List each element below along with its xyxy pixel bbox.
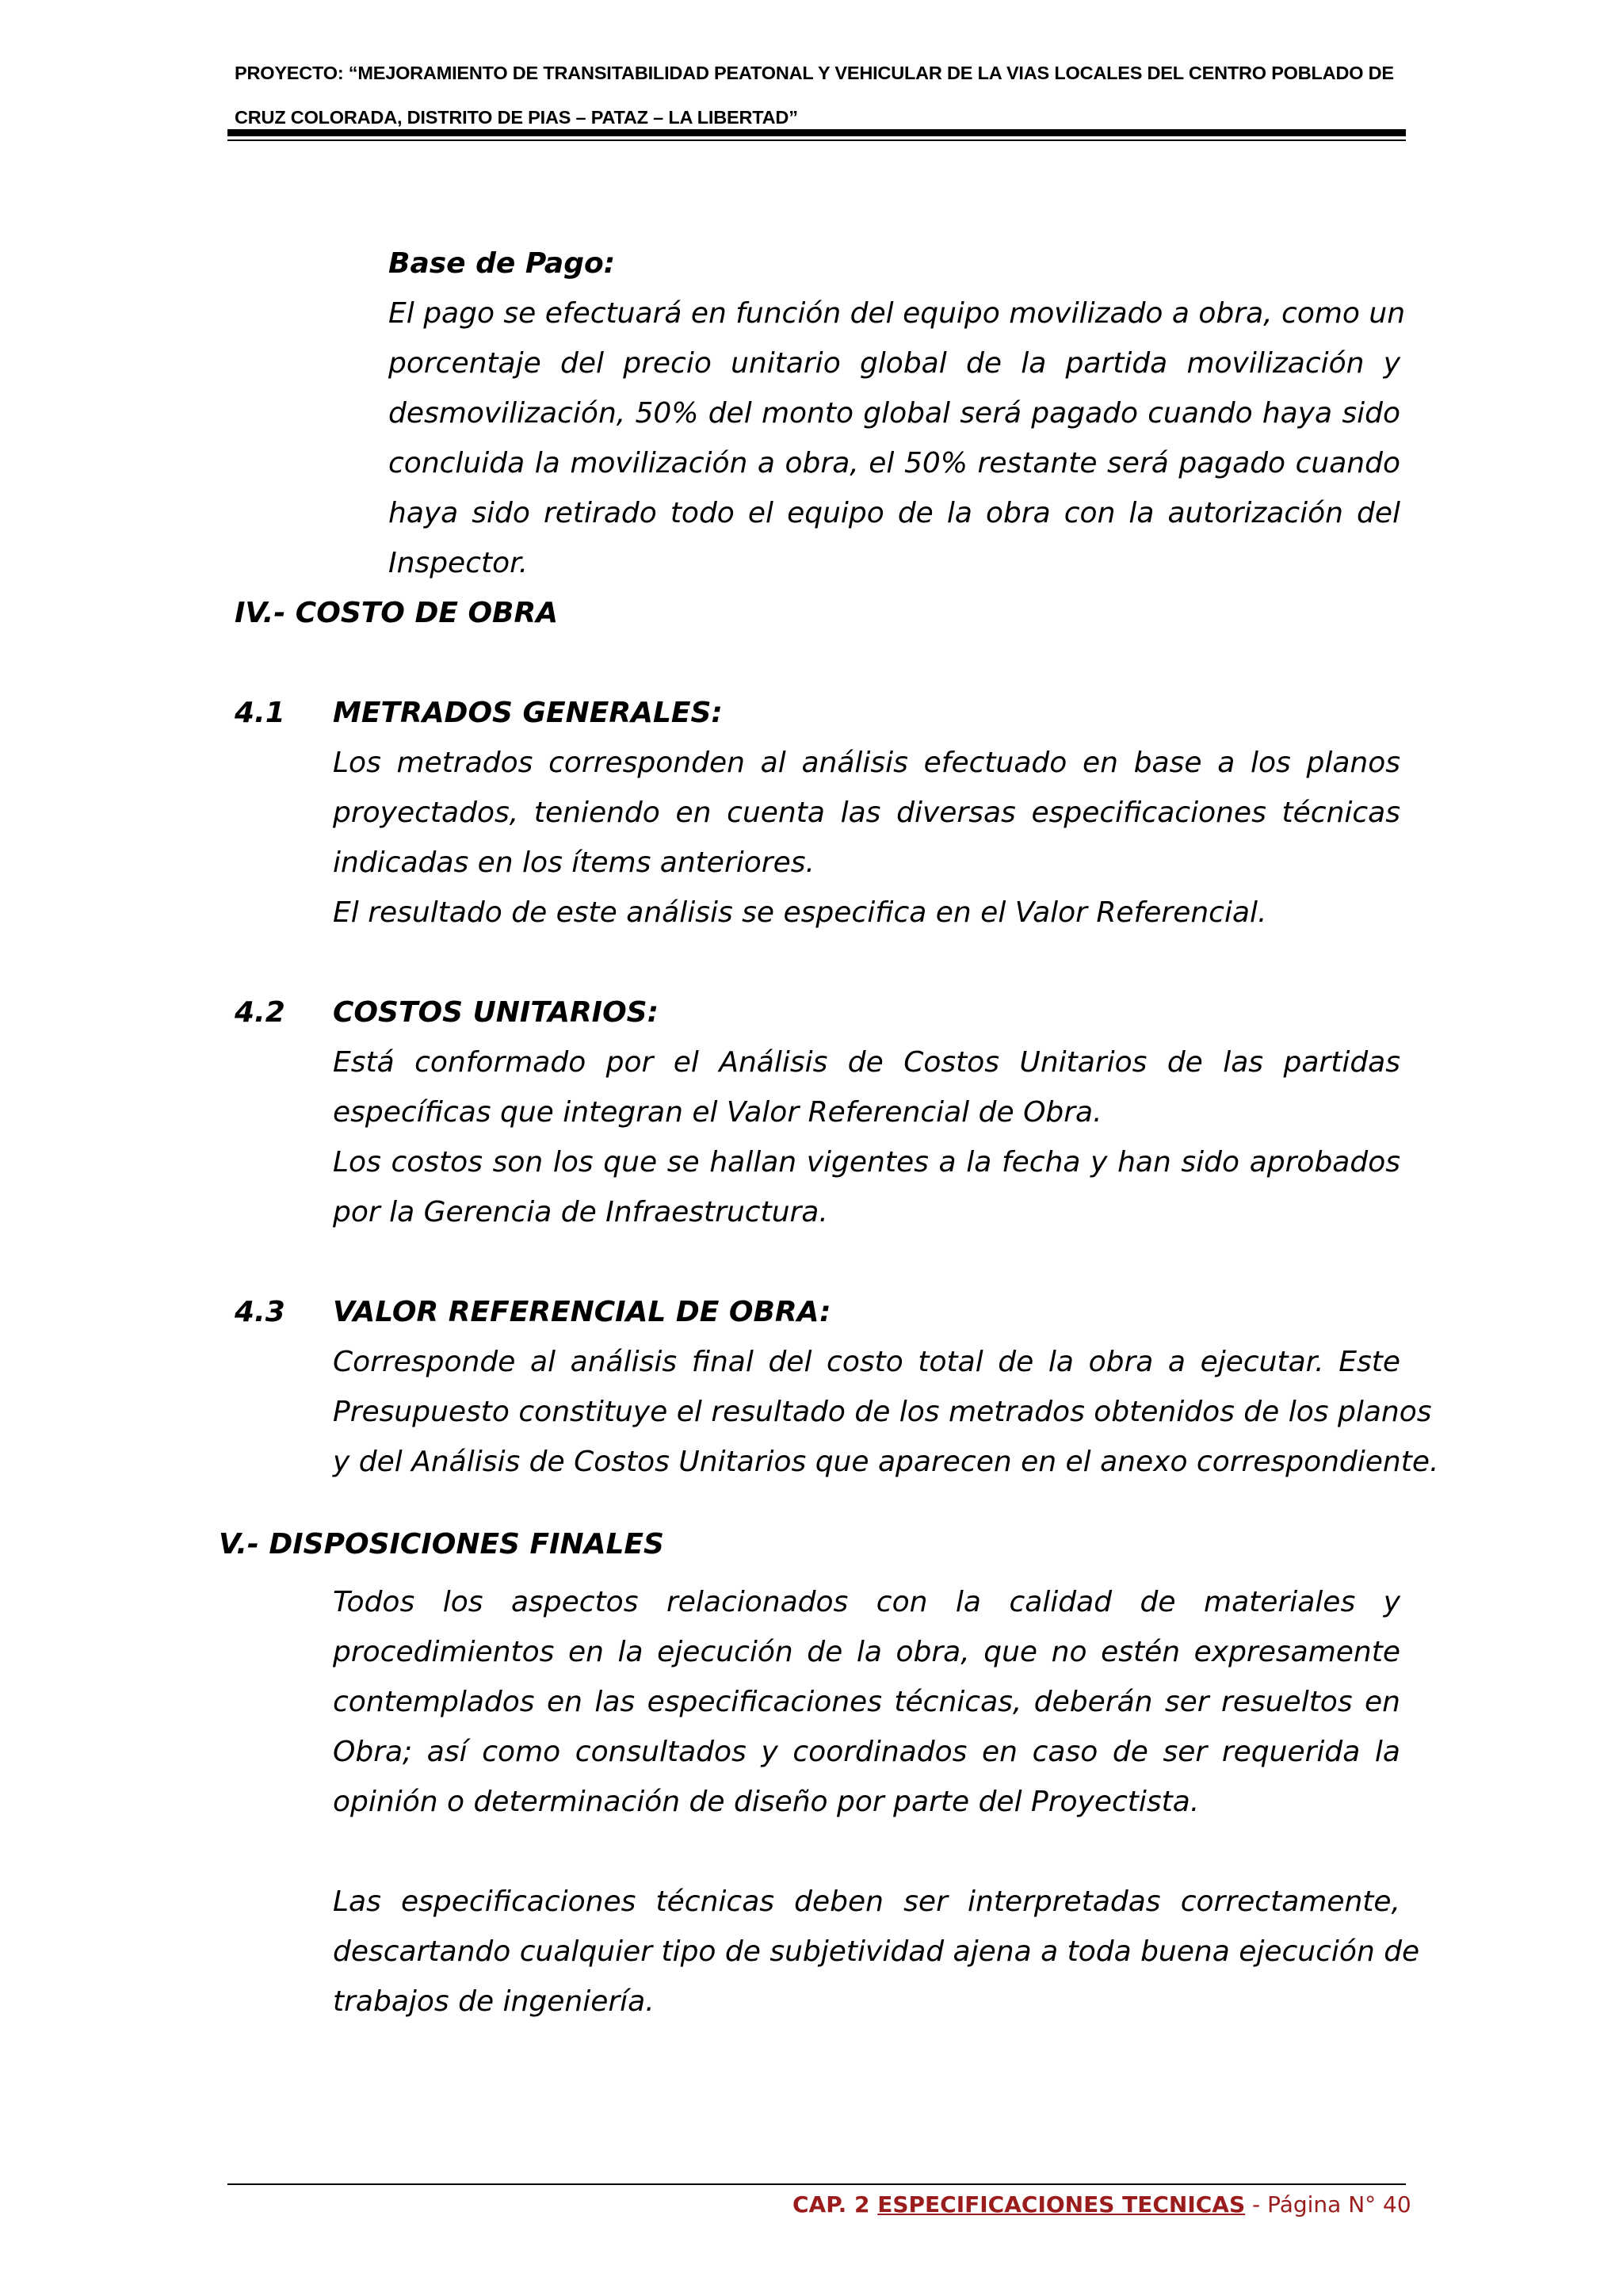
section-v-paragraph-2-line: Las especificaciones técnicas deben ser interpretadas correctamente, — [333, 1885, 1400, 1918]
footer-section-link[interactable]: ESPECIFICACIONES TECNICAS — [877, 2191, 1246, 2218]
section-4-2-number: 4.2 — [235, 996, 285, 1029]
base-pago-line: El pago se efectuará en función del equipo movilizado a obra, como un — [388, 297, 1406, 330]
section-4-3-line: Corresponde al análisis final del costo total de la obra a ejecutar. Este — [333, 1346, 1400, 1378]
section-4-2-line: Está conformado por el Análisis de Costos Unitarios de las partidas — [333, 1046, 1400, 1079]
section-4-2-line: específicas que integran el Valor Referencial de Obra. — [333, 1096, 1102, 1129]
base-pago-line: Inspector. — [388, 547, 529, 579]
section-v-paragraph-1-line: Obra; así como consultados y coordinados en caso de ser requerida la — [333, 1736, 1400, 1768]
section-4-1-title: METRADOS GENERALES: — [333, 697, 723, 729]
base-pago-line: concluida la movilización a obra, el 50% restante será pagado cuando — [388, 447, 1400, 479]
section-4-1-line: proyectados, teniendo en cuenta las diversas especificaciones técnicas — [333, 797, 1400, 829]
section-4-2-title: COSTOS UNITARIOS: — [333, 996, 659, 1029]
section-v-paragraph-2-line: descartando cualquier tipo de subjetividad ajena a toda buena ejecución de — [333, 1935, 1420, 1968]
base-pago-title: Base de Pago: — [388, 247, 616, 280]
page-header — [235, 51, 1400, 139]
section-4-1-number: 4.1 — [235, 697, 285, 729]
section-4-3-title: VALOR REFERENCIAL DE OBRA: — [333, 1296, 831, 1328]
footer-page-number: Página N° 40 — [1267, 2191, 1411, 2218]
section-v-paragraph-2-line: trabajos de ingeniería. — [333, 1985, 655, 2018]
page-footer — [792, 2185, 1411, 2225]
header-project-line-1: PROYECTO: “MEJORAMIENTO DE TRANSITABILIDAD PEATONAL Y VEHICULAR DE LA VIAS LOCALES DEL CENTRO POBLADO DE — [235, 63, 1394, 83]
section-v-paragraph-1-line: opinión o determinación de diseño por parte del Proyectista. — [333, 1786, 1200, 1818]
section-4-1-line: El resultado de este análisis se especifica en el Valor Referencial. — [333, 896, 1267, 929]
base-pago-line: desmovilización, 50% del monto global será pagado cuando haya sido — [388, 397, 1400, 430]
footer-chapter: CAP. 2 — [792, 2191, 878, 2218]
section-v-paragraph-1-line: procedimientos en la ejecución de la obra, que no estén expresamente — [333, 1636, 1400, 1668]
header-rule-thick — [227, 129, 1406, 136]
base-pago-line: haya sido retirado todo el equipo de la obra con la autorización del — [388, 497, 1400, 529]
section-iv-title: IV.- COSTO DE OBRA — [235, 597, 559, 629]
section-v-paragraph-1-line: contemplados en las especificaciones técnicas, deberán ser resueltos en — [333, 1686, 1400, 1718]
section-4-3-line: y del Análisis de Costos Unitarios que aparecen en el anexo correspondiente. — [333, 1446, 1439, 1478]
header-project-line-2: CRUZ COLORADA, DISTRITO DE PIAS – PATAZ – LA LIBERTAD” — [235, 107, 798, 128]
section-4-3-number: 4.3 — [235, 1296, 285, 1328]
section-4-2-line: por la Gerencia de Infraestructura. — [333, 1196, 828, 1228]
section-4-2-line: Los costos son los que se hallan vigentes a la fecha y han sido aprobados — [333, 1146, 1400, 1179]
header-rule-thin — [227, 139, 1406, 141]
section-v-paragraph-1-line: Todos los aspectos relacionados con la calidad de materiales y — [333, 1586, 1400, 1618]
section-4-3-line: Presupuesto constituye el resultado de los metrados obtenidos de los planos — [333, 1396, 1432, 1428]
base-pago-line: porcentaje del precio unitario global de la partida movilización y — [388, 347, 1400, 380]
footer-separator: - — [1245, 2191, 1268, 2218]
section-4-1-line: Los metrados corresponden al análisis efectuado en base a los planos — [333, 747, 1400, 779]
section-4-1-line: indicadas en los ítems anteriores. — [333, 846, 815, 879]
section-v-title: V.- DISPOSICIONES FINALES — [219, 1528, 664, 1561]
